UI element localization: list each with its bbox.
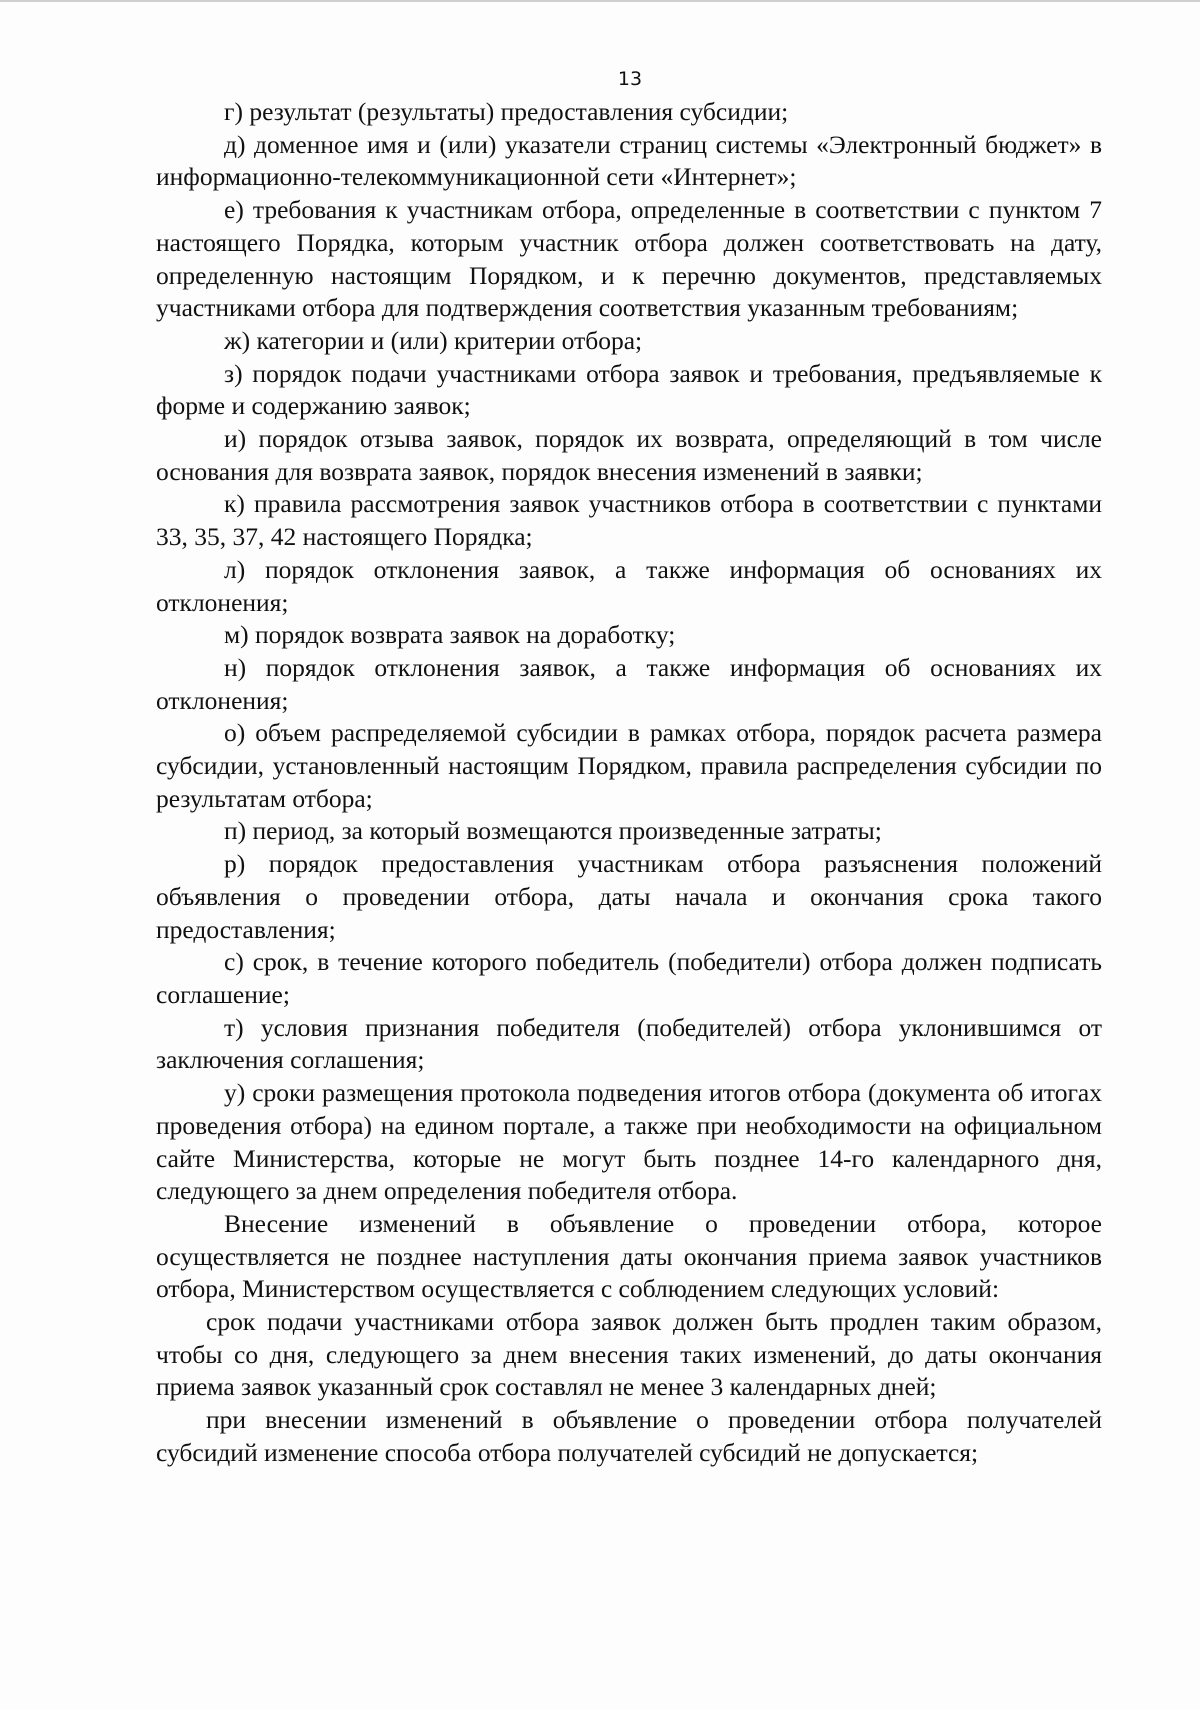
paragraph-item-i: и) порядок отзыва заявок, порядок их возврата, определяющий в том числе основания для возврата заявок, порядок внесения изменений в заявки; xyxy=(156,424,1102,486)
paragraph-item-n: н) порядок отклонения заявок, а также информация об основаниях их отклонения; xyxy=(156,652,1102,715)
paragraph-item-s: с) срок, в течение которого победитель (победители) отбора должен подписать соглашение; xyxy=(156,947,1102,1009)
paragraph-item-p: п) период, за который возмещаются произведенные затраты; xyxy=(224,816,882,846)
paragraph-item-g: г) результат (результаты) предоставления субсидии; xyxy=(224,97,789,126)
paragraph-item-r: р) порядок предоставления участникам отбора разъяснения положений объявления о проведении отбора, даты начала и окончания срока такого предоставления; xyxy=(156,849,1102,944)
paragraph-item-d: д) доменное имя и (или) указатели страниц системы «Электронный бюджет» в информационно-телекоммуникационной сети «Интернет»; xyxy=(156,129,1102,192)
paragraph-item-t: т) условия признания победителя (победителей) отбора уклонившимся от заключения соглашения; xyxy=(156,1012,1102,1075)
paragraph-item-k: к) правила рассмотрения заявок участников отбора в соответствии с пунктами 33, 35, 37, 42 настоящего Порядка; xyxy=(156,489,1102,552)
paragraph-item-l: л) порядок отклонения заявок, а также информация об основаниях их отклонения; xyxy=(156,554,1102,617)
document-body xyxy=(156,96,1102,1470)
paragraph-item-u: у) сроки размещения протокола подведения итогов отбора (документа об итогах проведения отбора) на едином портале, а также при необходимости на официальном сайте Министерства, которые не могут быть позднее 14-го календарного дня, следующего за днем определения победителя отбора. xyxy=(156,1078,1102,1206)
paragraph-amendments-intro: Внесение изменений в объявление о проведении отбора, которое осуществляется не позднее наступления даты окончания приема заявок участников отбора, Министерством осуществляется с соблюдением следующих условий: xyxy=(156,1208,1102,1304)
paragraph-deadline-extension: срок подачи участниками отбора заявок должен быть продлен таким образом, чтобы со дня, следующего за днем внесения таких изменений, до даты окончания приема заявок указанный срок составлял не менее 3 календарных дней; xyxy=(156,1307,1102,1402)
paragraph-item-e: е) требования к участникам отбора, определенные в соответствии с пунктом 7 настоящего Порядка, которым участник отбора должен соответствовать на дату, определенную настоящим Порядком, и к перечню документов, представляемых участниками отбора для подтверждения соответствия указанным требованиям; xyxy=(156,195,1102,323)
paragraph-item-zh: ж) категории и (или) критерии отбора; xyxy=(224,325,643,355)
paragraph-item-z: з) порядок подачи участниками отбора заявок и требования, предъявляемые к форме и содержанию заявок; xyxy=(156,358,1102,421)
paragraph-selection-method: при внесении изменений в объявление о проведении отбора получателей субсидий изменение способа отбора получателей субсидий не допускается; xyxy=(156,1405,1102,1467)
scan-top-edge xyxy=(0,0,1200,2)
paragraph-item-m: м) порядок возврата заявок на доработку; xyxy=(224,620,676,650)
paragraph-item-o: о) объем распределяемой субсидии в рамках отбора, порядок расчета размера субсидии, установленный настоящим Порядком, правила распределения субсидии по результатам отбора; xyxy=(156,718,1102,813)
page-number: 13 xyxy=(617,68,643,90)
